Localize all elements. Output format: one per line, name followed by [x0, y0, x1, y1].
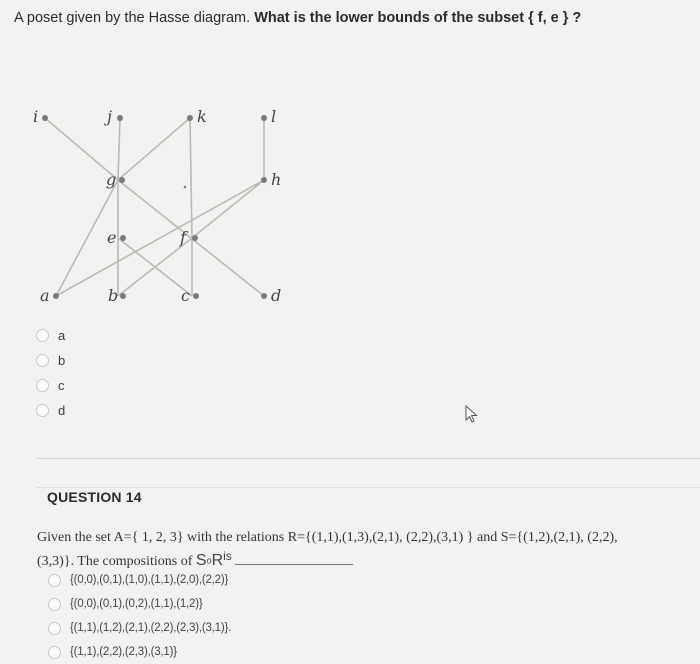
label-i: i: [33, 107, 39, 126]
composition-r: R: [211, 552, 224, 569]
label-f: f: [180, 228, 186, 247]
node-b: [120, 293, 126, 299]
option-c[interactable]: [36, 376, 65, 394]
option-d[interactable]: [36, 401, 65, 419]
node-d: [261, 293, 267, 299]
node-a: [53, 293, 59, 299]
option-label: d: [58, 402, 66, 418]
question-prefix: A poset given by the Hasse diagram.: [14, 10, 251, 26]
label-l: l: [271, 107, 277, 126]
node-i: [42, 115, 48, 121]
radio-button[interactable]: [36, 404, 49, 417]
node-j: [117, 115, 123, 121]
q14-option-3[interactable]: [48, 619, 231, 637]
q14-option-1[interactable]: [48, 571, 228, 589]
edge-g-j: [118, 118, 120, 180]
edge-f-h: [192, 180, 264, 238]
radio-button[interactable]: [48, 574, 61, 587]
option-a[interactable]: [36, 326, 65, 344]
label-b: b: [108, 286, 119, 305]
node-l: [261, 115, 267, 121]
question-14-line2-start: (3,3)}. The compositions of: [37, 554, 193, 569]
label-e: e: [107, 228, 117, 247]
stray-dot: [184, 186, 187, 189]
hasse-diagram: [0, 0, 700, 320]
node-c: [193, 293, 199, 299]
radio-button[interactable]: [48, 646, 61, 659]
radio-button[interactable]: [48, 598, 61, 611]
radio-button[interactable]: [48, 622, 61, 635]
label-h: h: [271, 170, 282, 189]
question-14-text: [37, 528, 697, 571]
node-f: [192, 235, 198, 241]
answer-blank: [235, 552, 353, 565]
node-e: [120, 235, 126, 241]
option-label: a: [58, 327, 66, 343]
option-label: {(1,1),(1,2),(2,1),(2,2),(2,3),(3,1)}.: [70, 622, 232, 634]
composition-symbol: [195, 549, 232, 569]
option-b[interactable]: [36, 351, 65, 369]
radio-button[interactable]: [36, 379, 49, 392]
q14-option-2[interactable]: [48, 595, 203, 613]
edge-g-k: [118, 118, 190, 180]
label-a: a: [40, 286, 50, 305]
label-c: c: [181, 286, 190, 305]
option-label: {(0,0),(0,1),(1,0),(1,1),(2,0),(2,2)}: [70, 574, 229, 586]
node-k: [187, 115, 193, 121]
q14-option-4[interactable]: [48, 643, 177, 661]
question-14-line2: [37, 547, 697, 571]
question-14-line1: Given the set A={ 1, 2, 3} with the relations R={(1,1),(1,3),(2,1), (2,2),(3,1) } and S={(1,2),(2,1), (2,2),: [37, 530, 618, 545]
radio-button[interactable]: [36, 329, 49, 342]
section-divider: [36, 458, 700, 459]
option-label: {(1,1),(2,2),(2,3),(3,1)}: [70, 646, 177, 658]
label-d: d: [271, 286, 282, 305]
question-14-heading: QUESTION 14: [47, 489, 142, 505]
node-h: [261, 177, 267, 183]
label-k: k: [197, 107, 207, 126]
option-label: b: [58, 352, 66, 368]
node-g: [119, 177, 125, 183]
label-g: g: [106, 170, 117, 189]
composition-s: S: [195, 552, 207, 569]
label-j: j: [107, 107, 112, 126]
option-label: c: [58, 377, 65, 393]
composition-operator: o: [206, 555, 212, 566]
option-label: {(0,0),(0,1),(0,2),(1,1),(1,2)}: [70, 598, 203, 610]
mouse-pointer-icon: [464, 404, 480, 424]
composition-is: is: [223, 549, 232, 563]
section-divider: [36, 487, 700, 488]
question-emphasis: What is the lower bounds of the subset { f, e } ?: [254, 10, 582, 26]
radio-button[interactable]: [36, 354, 49, 367]
